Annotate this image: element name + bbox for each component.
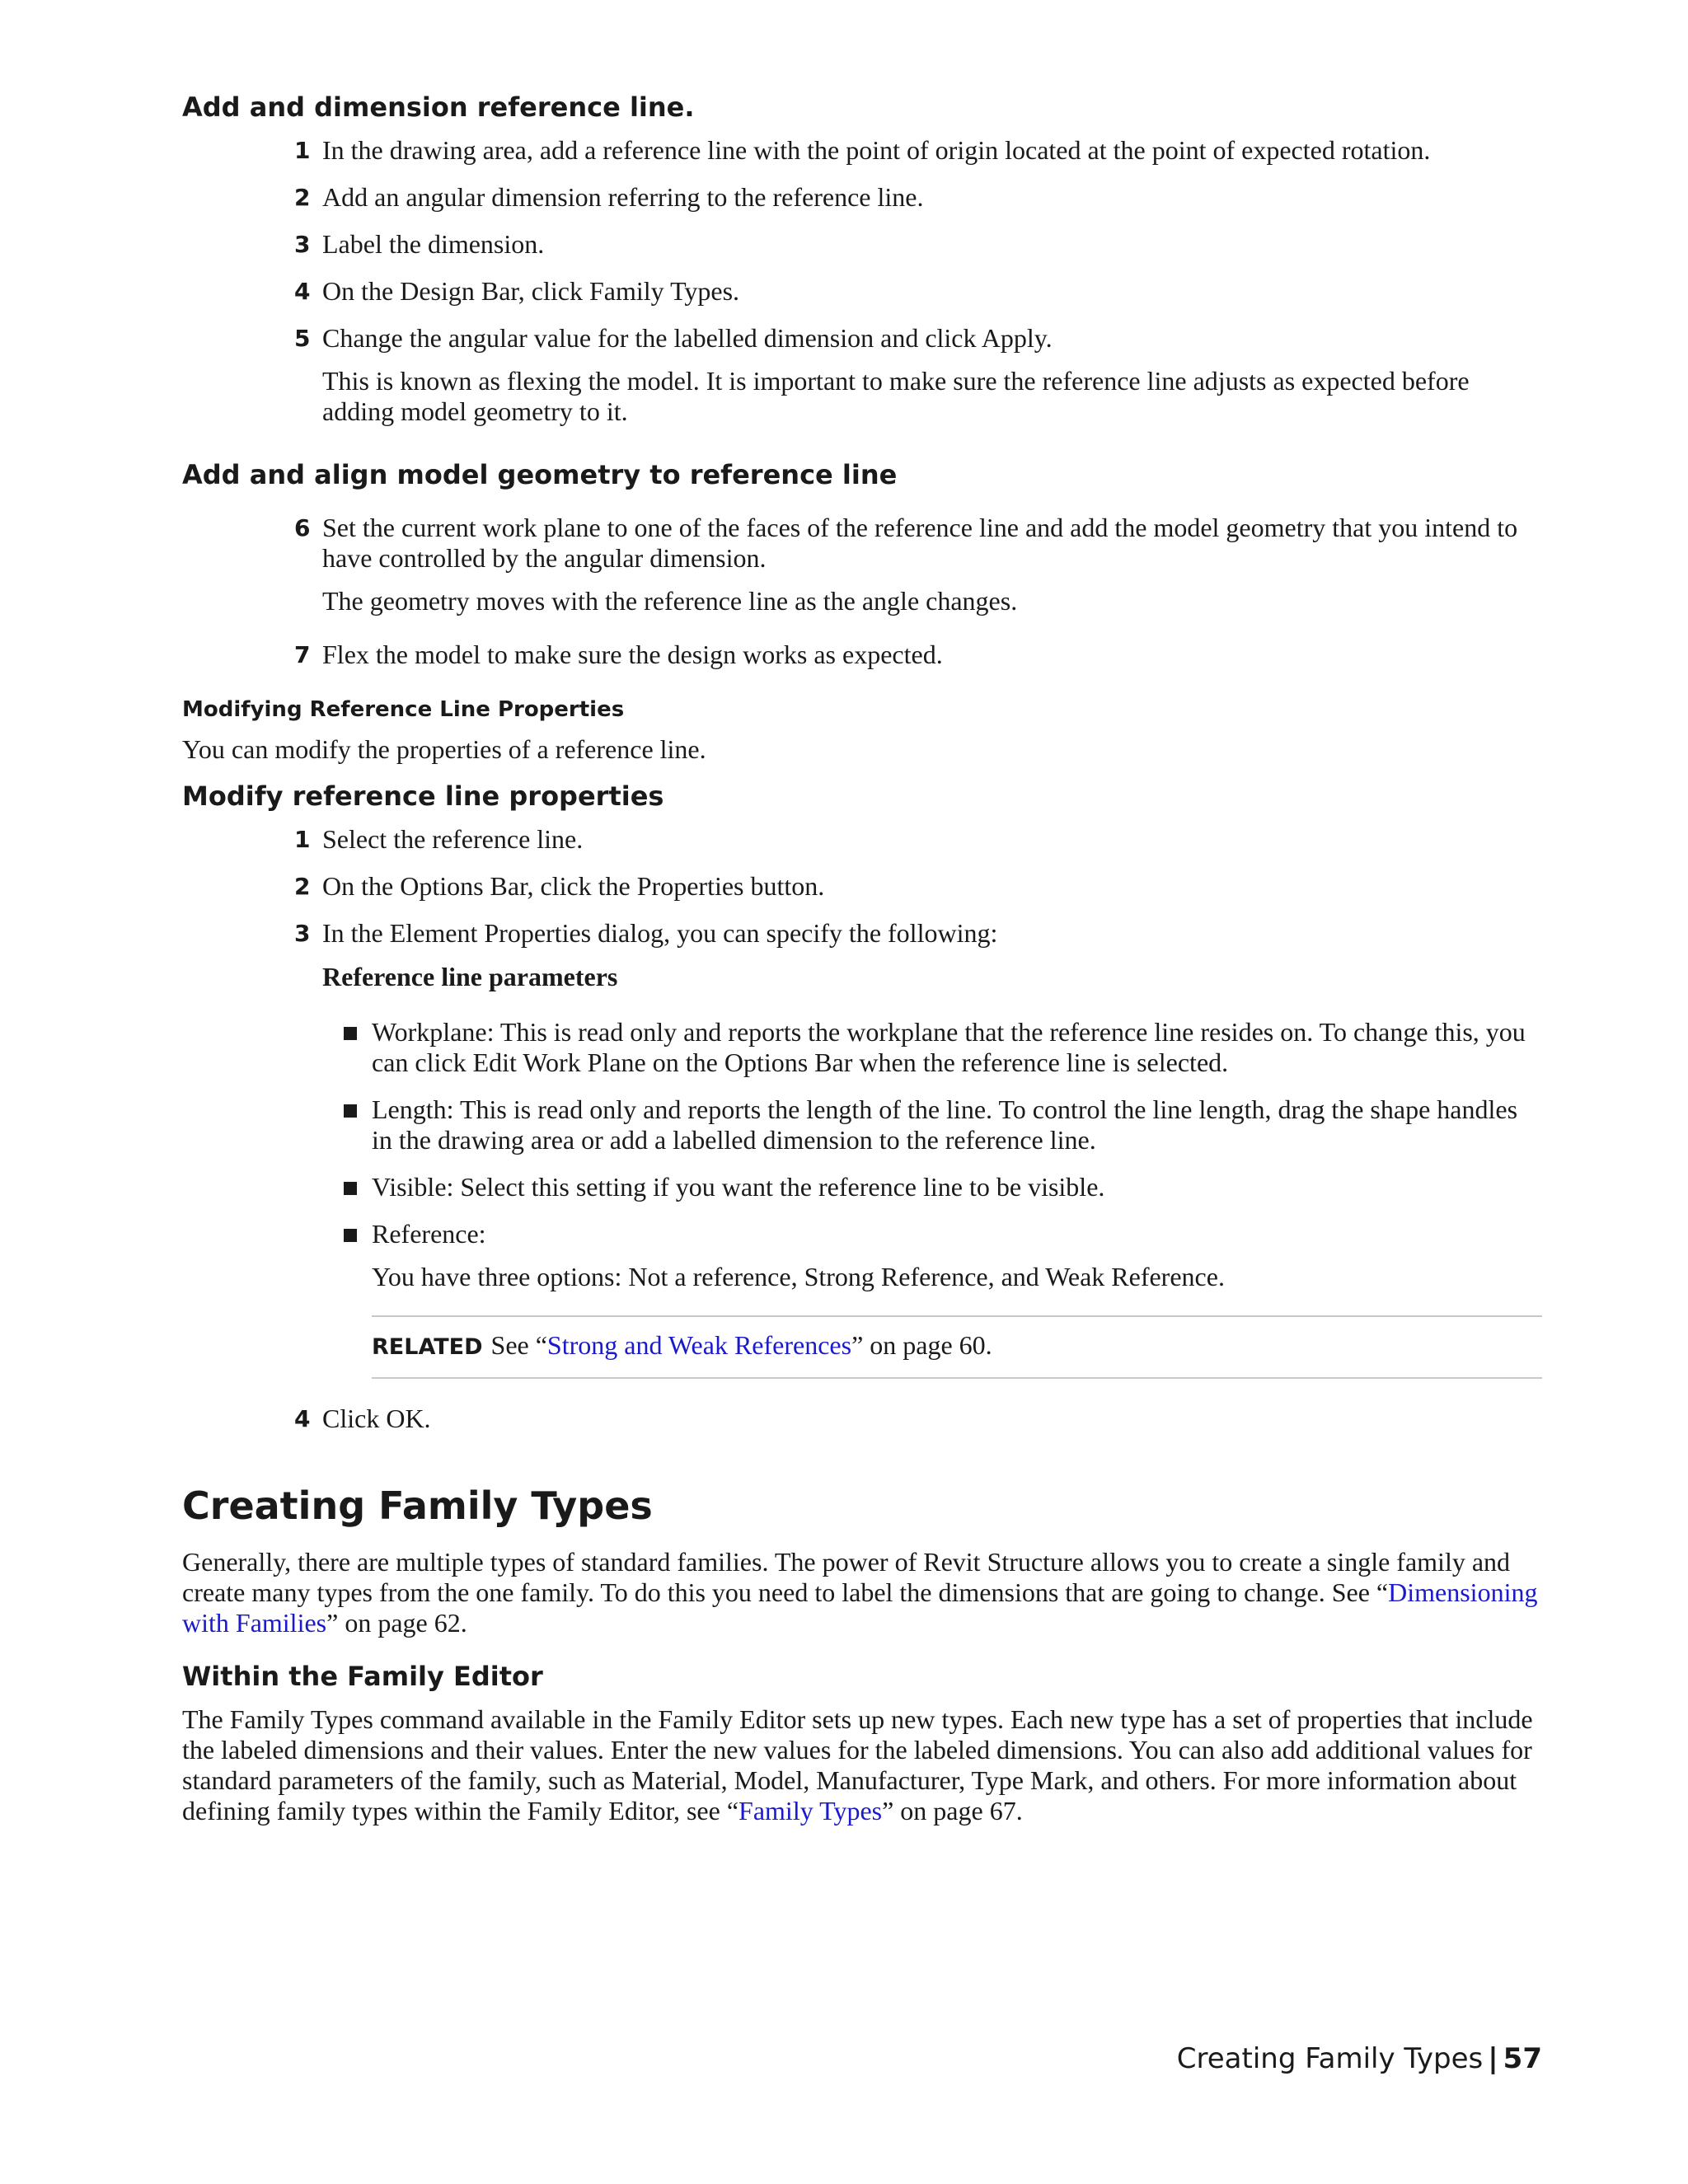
- procedure-heading-align-geometry: Add and align model geometry to reference line: [182, 459, 898, 490]
- step-item: 4 Click OK.: [294, 1403, 431, 1433]
- square-bullet-icon: [344, 1104, 357, 1118]
- page-footer: [1177, 2042, 1542, 2075]
- square-bullet-icon: [344, 1027, 357, 1040]
- step-item: 1 Select the reference line.: [294, 823, 584, 854]
- family-editor-paragraph: The Family Types command available in the Family Editor sets up new types. Each new type has a set of properties that include the labeled dimensions and their values. Enter the new values for the labeled dimensions. You can also add additional values for standard parameters of the family, such as Material, Model, Manufacturer, Type Mark, and others. For more information about defining family types within the Family Editor, see “Family Types” on page 67.: [182, 1704, 1533, 1825]
- intro-paragraph: You can modify the properties of a reference line.: [182, 733, 706, 764]
- subsection-heading-modifying: Modifying Reference Line Properties: [182, 697, 625, 722]
- step-note: This is known as flexing the model. It is important to make sure the reference line adjusts as expected before adding model geometry to it.: [322, 366, 1470, 426]
- step-item: 3 Label the dimension.: [294, 229, 545, 259]
- parameters-list: [322, 1017, 1542, 1292]
- parameter-item: Workplane: This is read only and reports the workplane that the reference line resides on. To change this, you can click Edit Work Plane on the Options Bar when the reference line is selected.: [372, 1017, 1542, 1078]
- page-number: 57: [1503, 2042, 1542, 2075]
- subsection-heading-family-editor: Within the Family Editor: [182, 1660, 543, 1692]
- family-types-link[interactable]: Family Types: [738, 1795, 883, 1825]
- step-note: The geometry moves with the reference line as the angle changes.: [322, 586, 1018, 616]
- footer-title: Creating Family Types: [1176, 2042, 1484, 2075]
- step-item: 3 In the Element Properties dialog, you can specify the following: Reference line parameters Workplane: This is read only and reports the workplane that the reference line resides on. To change this, you can click Edit Work Plane on the Options Bar when the reference line is selected. Length: This is read only and reports the length of the line. To control the line length, drag the shape handles in the drawing area or add a labelled dimension to the reference line. Visible: Select this setting if you want the reference line to be visible. Reference: You have three options: Not a reference, Strong Reference, and Weak Reference. RELATED See “Strong and Weak References” on page 60.: [322, 918, 1542, 1379]
- step-item: 2 Add an angular dimension referring to the reference line.: [294, 182, 924, 212]
- parameter-note: You have three options: Not a reference, Strong Reference, and Weak Reference.: [372, 1261, 1225, 1291]
- square-bullet-icon: [344, 1182, 357, 1195]
- procedure-heading-modify-properties: Modify reference line properties: [182, 780, 664, 812]
- square-bullet-icon: [344, 1229, 357, 1242]
- parameter-item: Visible: Select this setting if you want the reference line to be visible.: [372, 1172, 1542, 1202]
- parameter-item: Length: This is read only and reports the length of the line. To control the line length, drag the shape handles in the drawing area or add a labelled dimension to the reference line.: [372, 1094, 1542, 1155]
- step-item: 1 In the drawing area, add a reference line with the point of origin located at the point of expected rotation.: [294, 135, 1431, 165]
- related-note: RELATED See “Strong and Weak References” on page 60.: [372, 1315, 1542, 1379]
- step-item: 7 Flex the model to make sure the design works as expected.: [294, 640, 943, 669]
- strong-weak-references-link[interactable]: Strong and Weak References: [546, 1329, 852, 1360]
- step-item: 6 Set the current work plane to one of the faces of the reference line and add the model geometry that you intend to have controlled by the angular dimension. The geometry moves with the reference line as the angle changes.: [322, 513, 1542, 616]
- steps-list-1: [182, 135, 1542, 427]
- dimensioning-with-families-link[interactable]: Dimensioning with Families: [182, 1577, 1538, 1638]
- page-content: [182, 91, 1542, 1841]
- steps-list-3: [182, 824, 1542, 1434]
- section-title-creating-family-types: Creating Family Types: [182, 1483, 653, 1528]
- parameters-heading: Reference line parameters: [322, 961, 618, 991]
- step-item: 4 On the Design Bar, click Family Types.: [294, 276, 740, 306]
- footer-separator: |: [1488, 2042, 1498, 2075]
- creating-paragraph: Generally, there are multiple types of standard families. The power of Revit Structure allows you to create a single family and create many types from the one family. To do this you need to label the dimensions that are going to change. See “Dimensioning with Families” on page 62.: [182, 1546, 1538, 1638]
- steps-list-2: [182, 513, 1542, 670]
- procedure-heading-add-dimension: Add and dimension reference line.: [182, 91, 695, 123]
- parameter-item: Reference: You have three options: Not a reference, Strong Reference, and Weak Reference.: [372, 1219, 1542, 1292]
- related-tag: RELATED: [372, 1333, 483, 1360]
- step-item: 2 On the Options Bar, click the Properties button.: [294, 870, 825, 901]
- step-item: 5 Change the angular value for the labelled dimension and click Apply. This is known as flexing the model. It is important to make sure the reference line adjusts as expected before adding model geometry to it.: [322, 323, 1542, 427]
